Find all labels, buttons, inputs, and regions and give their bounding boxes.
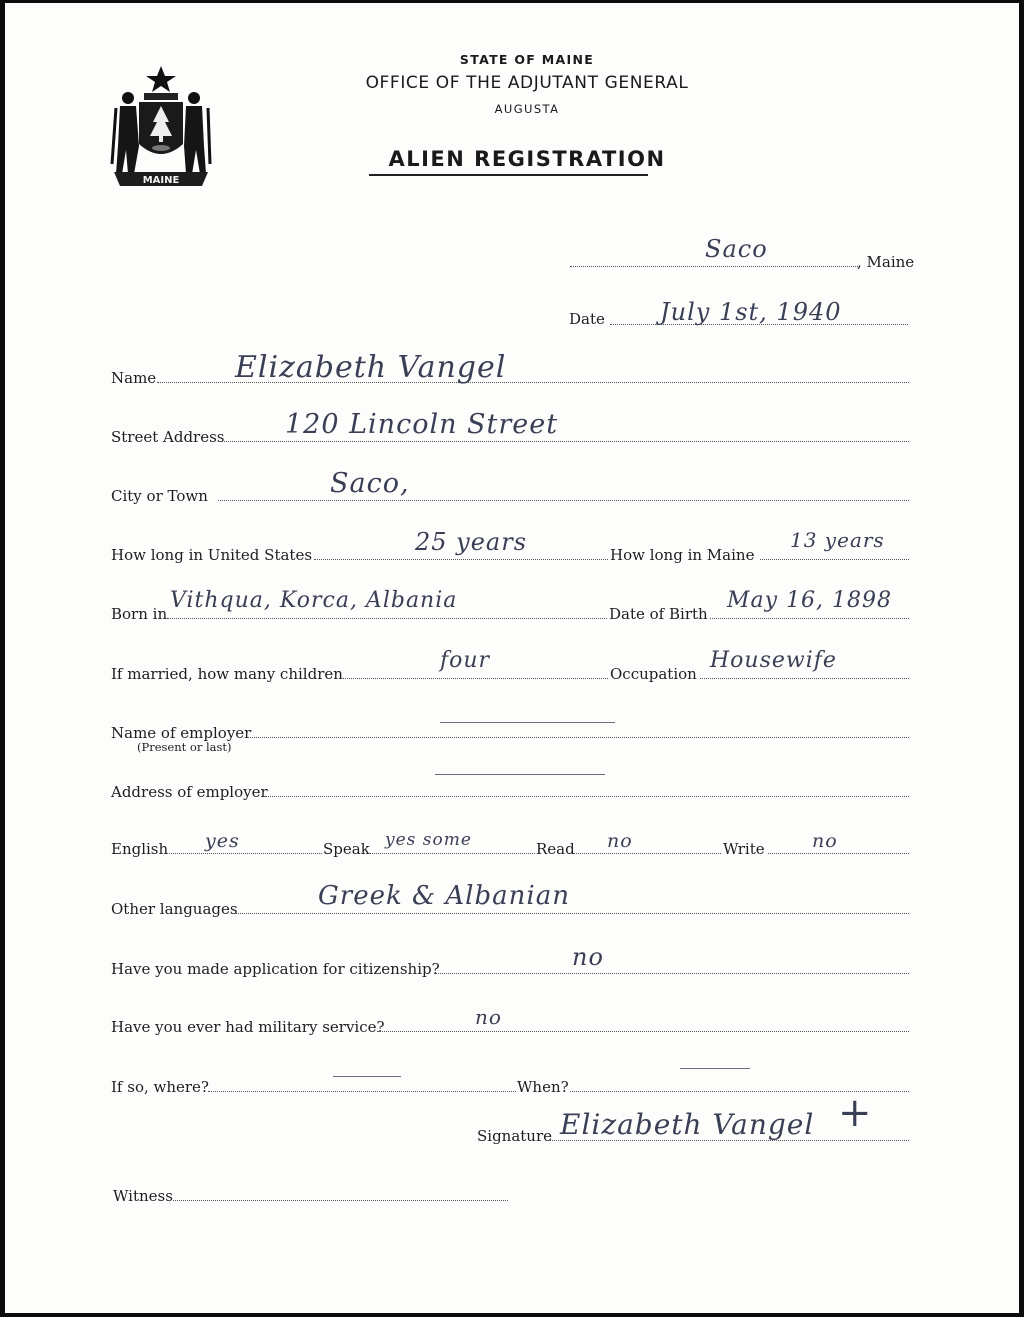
- city-line: [218, 500, 909, 501]
- town-entry: Saco: [705, 235, 768, 263]
- occupation-line: [700, 678, 909, 679]
- street-address-entry: 120 Lincoln Street: [285, 409, 559, 440]
- date-of-birth-line: [710, 618, 909, 619]
- how-long-us-label: How long in United States: [111, 546, 313, 564]
- english-label: English: [111, 840, 169, 858]
- witness-line: [173, 1200, 508, 1201]
- when-label: When?: [517, 1078, 569, 1096]
- how-long-us-line: [314, 559, 608, 560]
- employer-address-label: Address of employer: [111, 783, 268, 801]
- when-blank-dash: [680, 1068, 750, 1069]
- english-entry: yes: [205, 830, 240, 852]
- citizenship-line: [436, 973, 909, 974]
- speak-entry: yes some: [385, 830, 472, 850]
- children-label: If married, how many children: [111, 665, 343, 683]
- occupation-entry: Housewife: [710, 648, 837, 673]
- other-languages-label: Other languages: [111, 900, 238, 918]
- read-label: Read: [536, 840, 575, 858]
- present-or-last-label: (Present or last): [137, 740, 232, 754]
- name-entry: Elizabeth Vangel: [235, 350, 507, 385]
- children-entry: four: [440, 648, 491, 673]
- employer-address-blank-dash: [435, 774, 605, 775]
- write-line: [768, 853, 909, 854]
- header-office: OFFICE OF THE ADJUTANT GENERAL: [365, 73, 689, 93]
- signature-entry: Elizabeth Vangel: [560, 1108, 815, 1141]
- scan-border-top: [0, 0, 1024, 3]
- form-title: ALIEN REGISTRATION: [388, 147, 666, 171]
- employer-blank-dash: [440, 722, 615, 723]
- signature-label: Signature: [477, 1127, 553, 1145]
- signature-mark: +: [838, 1090, 873, 1136]
- write-label: Write: [723, 840, 765, 858]
- date-entry: July 1st, 1940: [660, 298, 842, 326]
- city-entry: Saco,: [330, 468, 410, 499]
- read-line: [573, 853, 721, 854]
- read-entry: no: [607, 830, 633, 852]
- how-long-maine-line: [760, 559, 909, 560]
- maine-label: , Maine: [857, 253, 915, 271]
- scan-border-right: [1019, 0, 1024, 1317]
- how-long-maine-label: How long in Maine: [610, 546, 755, 564]
- english-line: [167, 853, 322, 854]
- header-city: AUGUSTA: [494, 102, 560, 116]
- date-of-birth-entry: May 16, 1898: [727, 588, 893, 613]
- scan-border-left: [0, 0, 5, 1317]
- title-underline: [369, 174, 648, 176]
- citizenship-label: Have you made application for citizenship?: [111, 960, 440, 978]
- born-in-line: [167, 618, 607, 619]
- speak-line: [368, 853, 535, 854]
- how-long-us-entry: 25 years: [415, 528, 528, 556]
- military-entry: no: [475, 1005, 502, 1029]
- header-state: STATE OF MAINE: [459, 52, 595, 67]
- street-address-line: [221, 441, 909, 442]
- employer-line: [250, 737, 909, 738]
- employer-label: Name of employer: [111, 724, 252, 742]
- employer-address-line: [265, 796, 909, 797]
- occupation-label: Occupation: [610, 665, 697, 683]
- scan-border-bottom: [0, 1313, 1024, 1317]
- other-languages-entry: Greek & Albanian: [318, 881, 570, 911]
- if-so-where-label: If so, where?: [111, 1078, 209, 1096]
- speak-label: Speak: [323, 840, 370, 858]
- born-in-entry: Vithqua, Korca, Albania: [170, 588, 458, 613]
- how-long-maine-entry: 13 years: [790, 528, 885, 552]
- witness-label: Witness: [113, 1187, 173, 1205]
- seal-banner-text: MAINE: [142, 175, 180, 186]
- town-line: [570, 266, 860, 267]
- date-of-birth-label: Date of Birth: [609, 605, 708, 623]
- military-label: Have you ever had military service?: [111, 1018, 385, 1036]
- write-entry: no: [812, 830, 838, 852]
- children-line: [343, 678, 608, 679]
- born-in-label: Born in: [111, 605, 168, 623]
- street-address-label: Street Address: [111, 428, 225, 446]
- if-so-where-line: [208, 1091, 516, 1092]
- name-label: Name: [111, 369, 157, 387]
- citizenship-entry: no: [572, 943, 604, 971]
- city-label: City or Town: [111, 487, 208, 505]
- where-blank-dash: [333, 1076, 401, 1077]
- date-label: Date: [569, 310, 605, 328]
- other-languages-line: [235, 913, 909, 914]
- military-line: [377, 1031, 909, 1032]
